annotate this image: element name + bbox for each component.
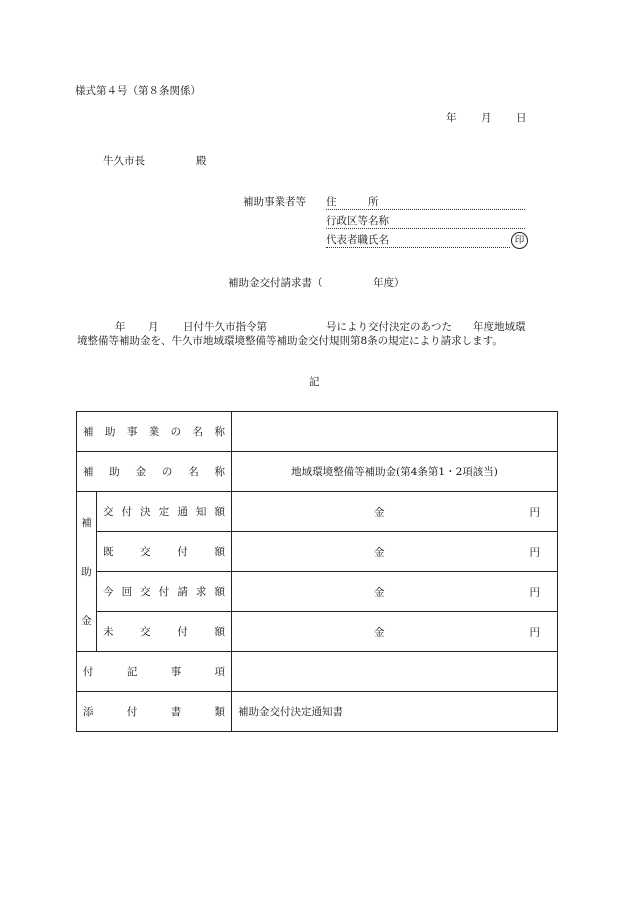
table-row [77,412,558,452]
body-month: 月 [148,321,159,333]
date-day-label: 日 [516,112,527,124]
date-year-label: 年 [446,112,457,124]
table-row [77,452,558,492]
body-line2: 境整備等補助金を、牛久市地域環境整備等補助金交付規則第8条の規定により請求します。 [77,335,503,347]
unpaid-label: 未 交 付 額 [103,626,225,638]
attachments-value: 補助金交付決定通知書 [232,692,558,732]
grant-name-label-cell [77,452,232,492]
already-paid-label: 既 交 付 額 [103,546,225,558]
date-month-label: 月 [481,112,492,124]
seal-mark: 印 [511,232,528,249]
form-number: 様式第４号（第８条関係） [75,85,201,97]
decided-amount-label-cell [97,492,232,532]
notes-label-cell [77,652,232,692]
table-row [77,532,558,572]
document-title: 補助金交付請求書（ [228,277,323,289]
project-name-value [232,412,558,452]
grant-name-label: 補 助 金 の 名 称 [83,466,225,478]
project-name-label: 補 助 事 業 の 名 称 [83,426,225,438]
table-row [77,492,558,532]
grant-vertical-label: 補 助 金 [77,492,97,652]
request-table [76,411,558,732]
table-row [77,572,558,612]
body-line1-mid: 日付牛久市指令第 [183,321,267,333]
body-year: 年 [115,321,126,333]
notes-value [232,652,558,692]
decided-amount-label: 交 付 決 定 通 知 額 [103,506,225,518]
addressee-name: 牛久市長 [103,155,145,167]
district-field [326,216,525,229]
already-paid-value: 金 円 [232,532,558,572]
already-paid-label-cell [97,532,232,572]
address-label: 住 所 [326,196,379,208]
decided-amount-value: 金 円 [232,492,558,532]
attachments-label: 添 付 書 類 [83,706,225,718]
project-name-label-cell [77,412,232,452]
current-request-value: 金 円 [232,572,558,612]
table-row [77,692,558,732]
district-label: 行政区等名称 [326,215,389,227]
current-request-label: 今 回 交 付 請 求 額 [103,586,225,598]
body-line1-end: 号により交付決定のあつた 年度地域環 [326,321,526,333]
attachments-label-cell [77,692,232,732]
ki-mark: 記 [309,376,320,388]
representative-label: 代表者職氏名 [326,234,389,246]
table-row [77,612,558,652]
current-request-label-cell [97,572,232,612]
representative-field [326,235,510,248]
unpaid-value: 金 円 [232,612,558,652]
unpaid-label-cell [97,612,232,652]
grant-name-value: 地域環境整備等補助金(第4条第1・2項該当) [232,452,558,492]
notes-label: 付 記 事 項 [83,666,225,678]
addressee-honorific: 殿 [196,155,207,167]
document-title-suffix: 年度） [373,277,405,289]
table-row [77,652,558,692]
address-field [326,197,525,210]
applicant-label: 補助事業者等 [243,196,306,208]
